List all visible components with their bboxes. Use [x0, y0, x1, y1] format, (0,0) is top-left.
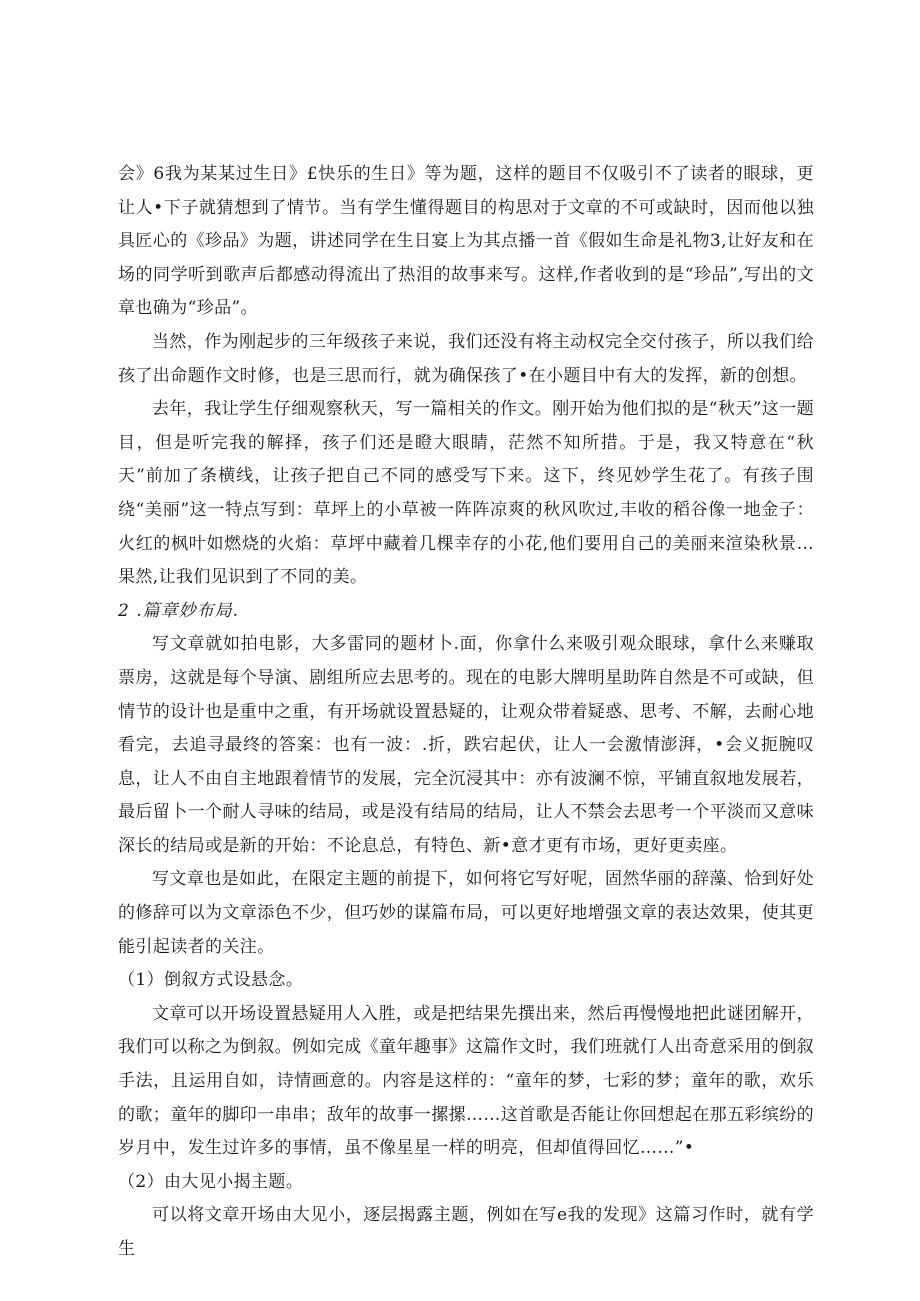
paragraph: 写文章就如拍电影，大多雷同的题材卜.面，你拿什么来吸引观众眼球，拿什么来赚取票房，这就是每个导演、剧组所应去思考的。现在的电影大牌明星助阵自然是不可或缺，但情节的设计也是重中之重，有开场就设置悬疑的，让观众带着疑惑、思考、不解，去耐心地看完，去追寻最终的答案：也有一波：.折，跌宕起伏，让人一会激情澎湃，•会义扼腕叹息，让人不由自主地跟着情节的发展，完全沉浸其中：亦有波澜不惊，平铺直叙地发展若，最后留卜一个耐人寻味的结局，或是没有结局的结局，让人不禁会去思考一个平淡而又意味深长的结局或是新的开始：不论息总，有特色、新•意才更有市场，更好更卖座。 — [118, 634, 814, 856]
sub-heading: （1）倒叙方式设悬念。 — [118, 970, 304, 991]
paragraph: 可以将文章开场由大见小，逐层揭露主题，例如在写e我的发现》这篇习作时，就有学生 — [118, 1205, 814, 1259]
paragraph: 当然，作为刚起步的三年级孩子来说，我们还没有将主动权完全交付孩子，所以我们给孩了出命题作文时修，也是三思而行，就为确保孩了•在小题目中有大的发挥，新的创想。 — [118, 331, 814, 386]
paragraph: 去年，我让学生仔细观察秋天，写一篇相关的作文。刚开始为他们拟的是“秋天”这一题目，但是听完我的解择，孩子们还是瞪大眼睛，茫然不知所措。于是，我又特意在“秋天”前加了条横线，让孩子把自己不同的感受写下来。这下，终见妙学生花了。有孩子围绕“美丽”这一特点写到：草坪上的小草被一阵阵凉爽的秋风吹过,丰收的稻谷像一地金子：火红的枫叶如燃烧的火焰：草坪中藏着几棵幸存的小花,他们要用自己的美丽来渲染秋景…果然,让我们见识到了不同的美。 — [118, 399, 814, 588]
paragraph: 写文章也是如此，在限定主题的前提下，如何将它写好呢，固然华丽的辞藻、恰到好处的修辞可以为文章添色不少，但巧妙的谋篇布局，可以更好地增强文章的表达效果，使其更能引起读者的关注。 — [118, 869, 814, 957]
paragraph-continuation: 会》6我为某某过生日》£快乐的生日》等为题，这样的题目不仅吸引不了读者的眼球，更让人•下子就猜想到了情节。当有学生懂得题目的构思对于文章的不可或缺时，因而他以独具匠心的《珍品》为题，讲述同学在生日宴上为其点播一首《假如生命是礼物3,让好友和在场的同学听到歌声后都感动得流出了热泪的故事来写。这样,作者收到的是“珍品”,写出的文章也确为“珍品”。 — [118, 164, 814, 319]
document-body — [118, 158, 814, 1267]
section-heading: 2 .篇章妙布局. — [118, 600, 240, 621]
paragraph: 文章可以开场设置悬疑用人入胜，或是把结果先撰出来，然后再慢慢地把此谜团解开，我们可以称之为倒叙。例如完成《童年趣事》这篇作文时，我们班就仃人出奇意采用的倒叙手法，且运用自如，诗情画意的。内容是这样的：“童年的梦，七彩的梦；童年的歌，欢乐的歌；童年的脚印一串串；敌年的故事一摞摞……这首歌是否能让你回想起在那五彩缤纷的岁月中，发生过许多的事情，虽不像星星一样的明亮，但却值得回忆……”• — [118, 1003, 814, 1159]
sub-heading: （2）由大见小揭主题。 — [118, 1171, 304, 1192]
